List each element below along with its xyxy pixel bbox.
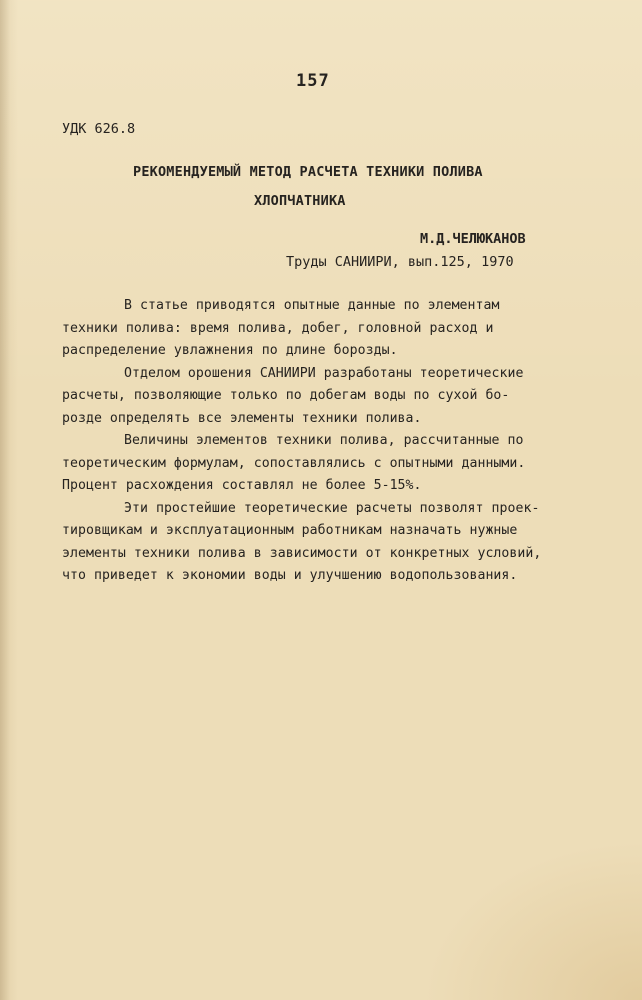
- page-number: 157: [296, 71, 330, 91]
- abstract-line: тировщикам и эксплуатационным работникам назначать нужные: [62, 523, 518, 538]
- abstract-line: Величины элементов техники полива, рассчитанные по: [124, 433, 524, 448]
- abstract-line: расчеты, позволяющие только по добегам воды по сухой бо-: [62, 388, 510, 403]
- abstract-text: [62, 295, 602, 588]
- abstract-line: распределение увлажнения по длине борозды.: [62, 343, 398, 358]
- author-name: М.Д.ЧЕЛЮКАНОВ: [420, 231, 526, 247]
- paper-stain: [422, 840, 642, 1000]
- publication-source: Труды САНИИРИ, вып.125, 1970: [286, 254, 514, 270]
- article-title: [133, 158, 533, 216]
- abstract-line: теоретическим формулам, сопоставлялись с опытными данными.: [62, 455, 526, 471]
- udk-code: УДК 626.8: [62, 121, 136, 137]
- abstract-line: элементы техники полива в зависимости от конкретных условий,: [62, 545, 542, 561]
- title-line-1: РЕКОМЕНДУЕМЫЙ МЕТОД РАСЧЕТА ТЕХНИКИ ПОЛИВА: [133, 164, 483, 180]
- abstract-line: Эти простейшие теоретические расчеты позволят проек-: [124, 500, 540, 516]
- page-fold-shadow: [0, 0, 10, 1000]
- abstract-line: техники полива: время полива, добег, головной расход и: [62, 320, 494, 336]
- abstract-line: розде определять все элементы техники полива.: [62, 410, 422, 426]
- abstract-line: что приведет к экономии воды и улучшению водопользования.: [62, 568, 518, 583]
- title-line-2: ХЛОПЧАТНИКА: [254, 193, 346, 209]
- abstract-line: Процент расхождения составлял не более 5-15%.: [62, 478, 422, 493]
- abstract-line: Отделом орошения САНИИРИ разработаны теоретические: [124, 365, 524, 381]
- abstract-line: В статье приводятся опытные данные по элементам: [124, 298, 500, 313]
